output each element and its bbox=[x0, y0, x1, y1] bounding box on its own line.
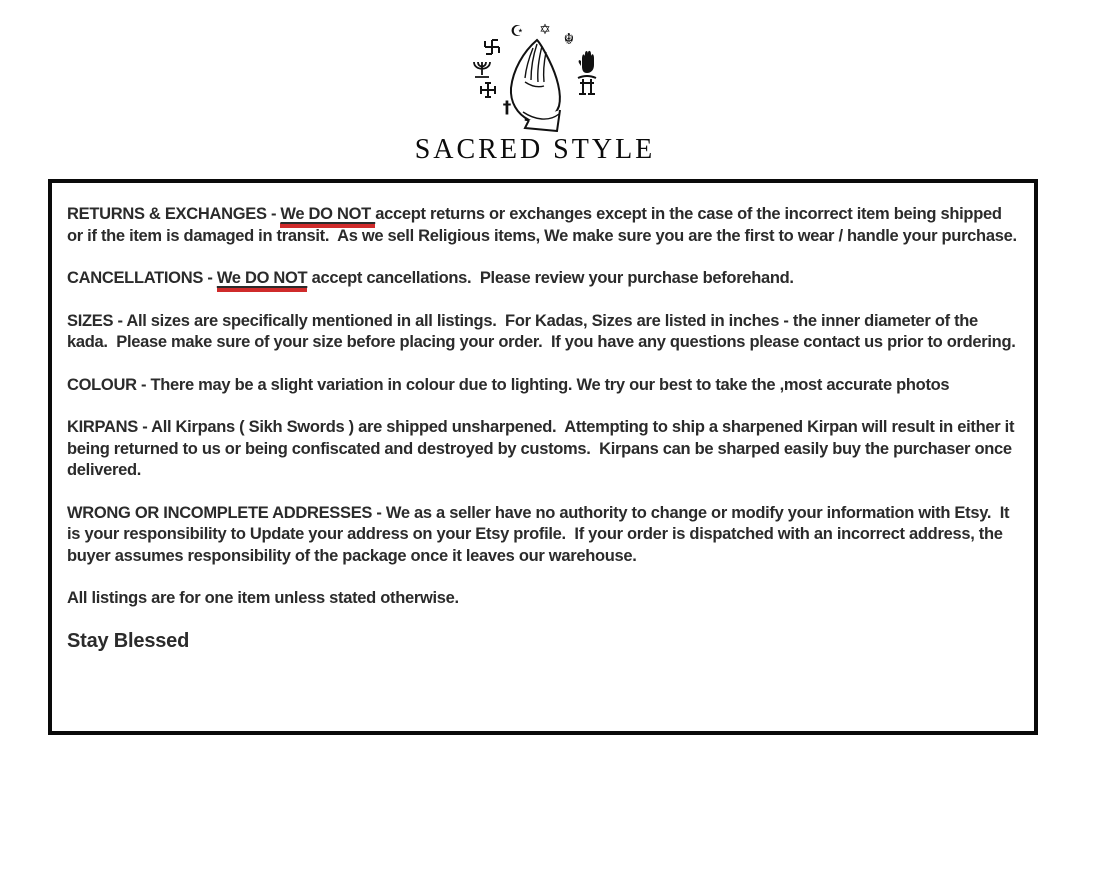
policy-text-segment: CANCELLATIONS - bbox=[67, 269, 217, 287]
policy-paragraph bbox=[67, 311, 1020, 354]
policy-paragraph bbox=[67, 204, 1020, 247]
policy-panel bbox=[48, 179, 1038, 735]
policy-text-segment: WRONG OR INCOMPLETE ADDRESSES - We as a seller have no authority to change or modify your information with Etsy. It is your responsibility to Update your address on your Etsy profile. If your order is dispatched with an incorrect address, the buyer assumes responsibility of the package once it leaves our warehouse. bbox=[67, 503, 1014, 565]
crescent-star-icon: ☪ bbox=[510, 22, 524, 40]
logo-graphic bbox=[445, 14, 625, 132]
policy-text-segment: Stay Blessed bbox=[67, 629, 190, 652]
torii-gate-icon bbox=[578, 76, 596, 94]
policy-text-segment: SIZES - All sizes are specifically mentioned in all listings. For Kadas, Sizes are listed in inches - the inner diameter of the kada. Please make sure of your size before placing your order. If you have any questions please contact us prior to ordering. bbox=[67, 311, 1016, 351]
policy-paragraph bbox=[67, 588, 1020, 610]
hamsa-icon bbox=[579, 51, 594, 73]
policy-paragraph bbox=[67, 631, 1020, 653]
policy-text bbox=[67, 204, 1020, 652]
sacred-style-logo bbox=[405, 14, 665, 166]
policy-text-segment: accept returns or exchanges except in the case of the incorrect item being shipped or if the item is damaged in transit. As we sell Religious items, We make sure you are the first to wear / handle your purchase. bbox=[67, 205, 1017, 245]
do-not-highlight: We DO NOT bbox=[217, 269, 308, 292]
menorah-icon bbox=[474, 62, 490, 77]
policy-text-segment: All listings are for one item unless stated otherwise. bbox=[67, 589, 459, 607]
policy-text-segment: RETURNS & EXCHANGES - bbox=[67, 205, 281, 223]
brand-name: SACRED STYLE bbox=[414, 134, 656, 165]
policy-paragraph bbox=[67, 503, 1020, 568]
cross-potent-icon bbox=[481, 83, 495, 97]
khanda-icon: ☬ bbox=[563, 30, 575, 48]
latin-cross-icon: † bbox=[502, 98, 512, 118]
star-of-david-icon: ✡ bbox=[539, 22, 551, 38]
policy-paragraph bbox=[67, 417, 1020, 482]
do-not-highlight: We DO NOT bbox=[280, 205, 375, 228]
policy-text-segment: KIRPANS - All Kirpans ( Sikh Swords ) are shipped unsharpened. Attempting to ship a sharpened Kirpan will result in either it being returned to us or being confiscated and destroyed by customs. Kirpans can be sharped easily buy the purchaser once delivered. bbox=[67, 418, 1019, 479]
policy-text-segment: COLOUR - There may be a slight variation in colour due to lighting. We try our best to take the ,most accurate photos bbox=[67, 375, 950, 394]
praying-hands-icon bbox=[511, 40, 560, 131]
policy-paragraph bbox=[67, 268, 1020, 290]
policy-paragraph bbox=[67, 375, 1020, 397]
policy-text-segment: accept cancellations. Please review your purchase beforehand. bbox=[307, 269, 794, 287]
swastika-icon bbox=[485, 40, 499, 54]
